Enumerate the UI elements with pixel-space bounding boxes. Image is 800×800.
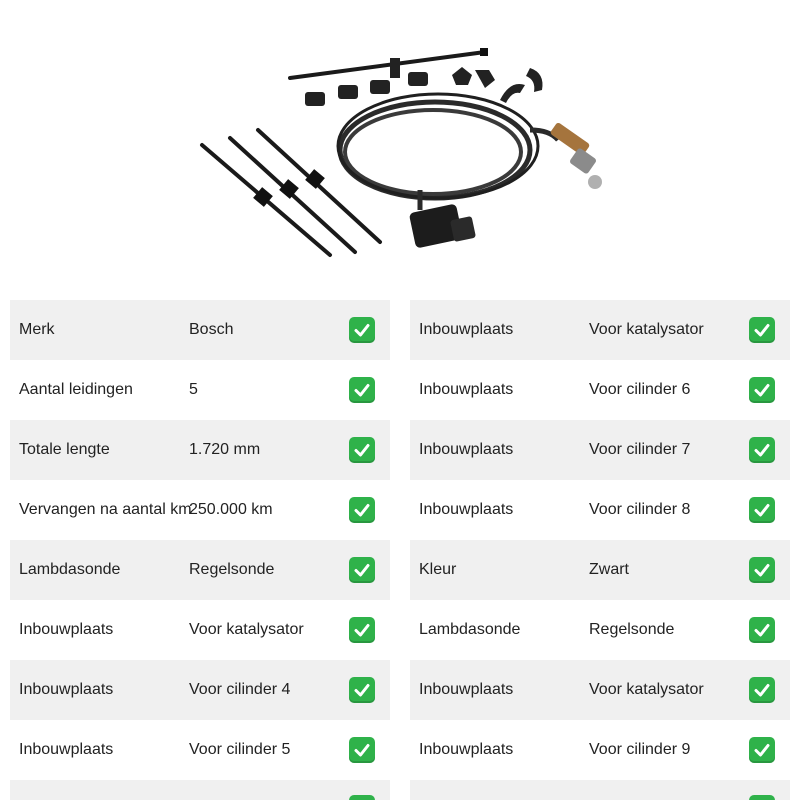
spec-label: Inbouwplaats xyxy=(419,441,514,458)
spec-value: Regelsonde xyxy=(589,621,675,638)
checkmark-icon xyxy=(349,617,375,643)
spec-label: Inbouwplaats xyxy=(19,741,114,758)
spec-row xyxy=(410,420,790,480)
spec-label: Lambdasonde xyxy=(19,561,121,578)
spec-label: Inbouwplaats xyxy=(419,381,514,398)
spec-value: 250.000 km xyxy=(189,501,273,518)
spec-row xyxy=(10,420,390,480)
spec-row xyxy=(10,660,390,720)
spec-row xyxy=(10,720,390,780)
spec-value: Zwart xyxy=(589,561,629,578)
checkmark-icon xyxy=(349,497,375,523)
checkmark-icon xyxy=(749,617,775,643)
spec-table-right xyxy=(410,300,790,800)
oxygen-sensor-product-image xyxy=(190,40,610,270)
spec-row xyxy=(410,480,790,540)
spec-value: Voor katalysator xyxy=(589,681,704,698)
spec-row xyxy=(410,780,790,800)
spec-label: Inbouwplaats xyxy=(419,501,514,518)
spec-label: Inbouwplaats xyxy=(19,681,114,698)
spec-row xyxy=(10,300,390,360)
spec-label: Lambdasonde xyxy=(419,621,521,638)
spec-label: Inbouwplaats xyxy=(419,681,514,698)
checkmark-icon xyxy=(349,437,375,463)
spec-label: Inbouwplaats xyxy=(419,321,514,338)
spec-value: Voor cilinder 7 xyxy=(589,441,691,458)
checkmark-icon xyxy=(749,497,775,523)
checkmark-icon xyxy=(749,557,775,583)
spec-label: Totale lengte xyxy=(19,441,110,458)
spec-row xyxy=(10,600,390,660)
spec-label: Kleur xyxy=(419,561,457,578)
spec-value: Voor katalysator xyxy=(589,321,704,338)
spec-value: Voor cilinder 5 xyxy=(189,741,291,758)
spec-label: Aantal leidingen xyxy=(19,381,133,398)
spec-value: Voor cilinder 6 xyxy=(589,381,691,398)
spec-table-left xyxy=(10,300,390,800)
spec-row xyxy=(410,660,790,720)
spec-label: Inbouwplaats xyxy=(419,741,514,758)
spec-label: Vervangen na aantal km xyxy=(19,501,192,518)
spec-row xyxy=(10,780,390,800)
spec-label: Merk xyxy=(19,321,55,338)
checkmark-icon xyxy=(349,795,375,800)
spec-value: Regelsonde xyxy=(189,561,275,578)
checkmark-icon xyxy=(749,377,775,403)
spec-row xyxy=(10,480,390,540)
spec-row xyxy=(410,540,790,600)
checkmark-icon xyxy=(349,677,375,703)
checkmark-icon xyxy=(349,317,375,343)
checkmark-icon xyxy=(749,317,775,343)
checkmark-icon xyxy=(349,737,375,763)
checkmark-icon xyxy=(749,737,775,763)
spec-value: Voor cilinder 9 xyxy=(589,741,691,758)
spec-row xyxy=(10,540,390,600)
spec-value: Bosch xyxy=(189,321,234,338)
checkmark-icon xyxy=(749,437,775,463)
spec-label: Inbouwplaats xyxy=(19,621,114,638)
spec-row xyxy=(410,720,790,780)
spec-row xyxy=(410,600,790,660)
spec-row xyxy=(10,360,390,420)
spec-value: Voor cilinder 8 xyxy=(589,501,691,518)
spec-value: 5 xyxy=(189,381,198,398)
checkmark-icon xyxy=(349,557,375,583)
checkmark-icon xyxy=(349,377,375,403)
spec-value: Voor cilinder 4 xyxy=(189,681,291,698)
checkmark-icon xyxy=(749,795,775,800)
spec-row xyxy=(410,360,790,420)
spec-value: 1.720 mm xyxy=(189,441,261,458)
spec-row xyxy=(410,300,790,360)
spec-value: Voor katalysator xyxy=(189,621,304,638)
checkmark-icon xyxy=(749,677,775,703)
